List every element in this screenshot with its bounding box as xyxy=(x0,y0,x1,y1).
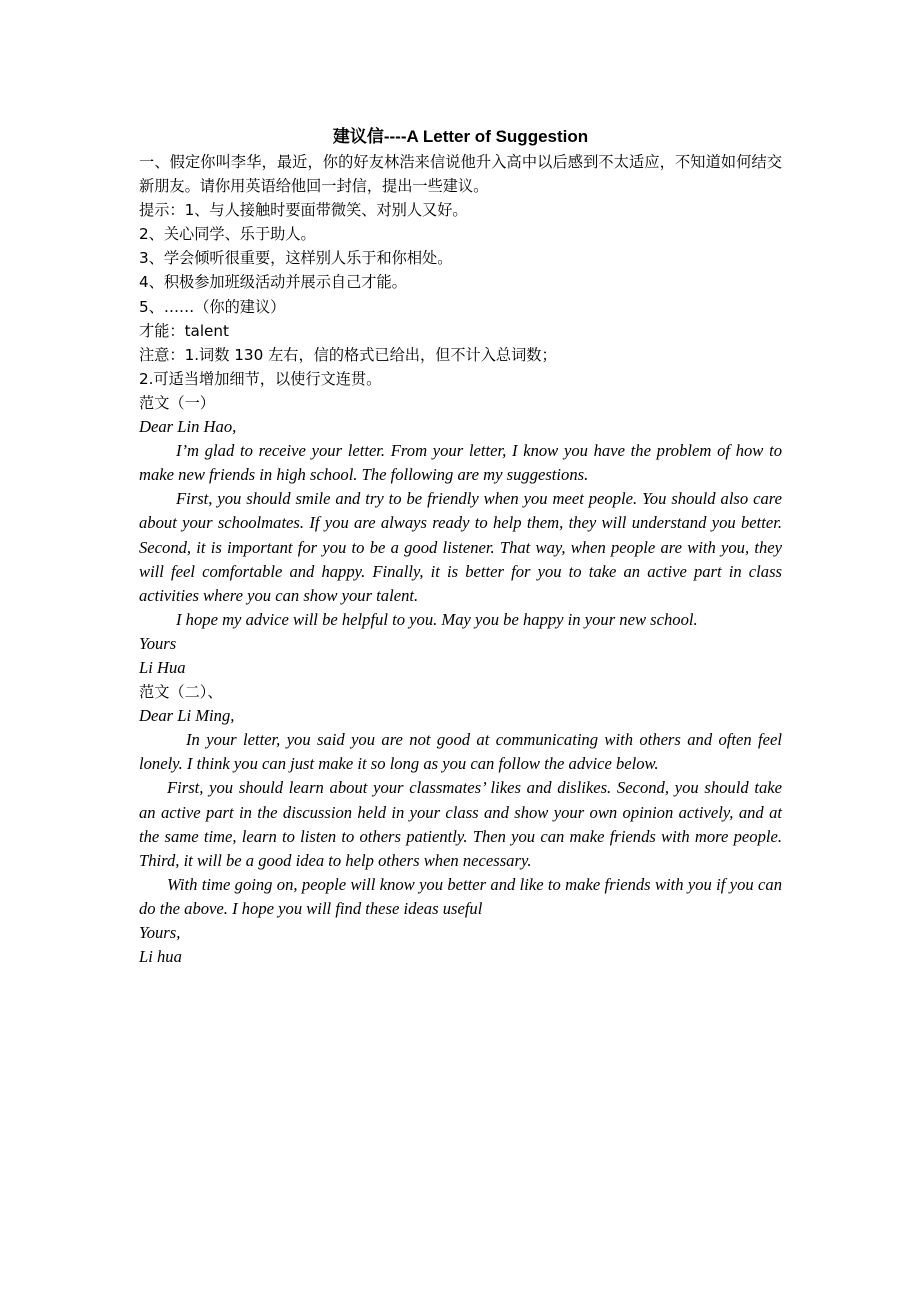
letter-paragraph: First, you should smile and try to be friendly when you meet people. You should also care about your schoolmates. If you are always ready to help them, they will understand you better. Second, it is important for you to be a good listener. That way, when people are with you, they will feel comfortable and happy. Finally, it is better for you to take an active part in class activities where you can show your talent. xyxy=(139,489,782,605)
letter-closing: Yours xyxy=(139,633,177,653)
sample-heading: 范文（一） xyxy=(139,393,215,412)
task-hint-vocabulary: 才能：talent xyxy=(139,321,229,340)
task-prompt: 一、假定你叫李华，最近，你的好友林浩来信说他升入高中以后感到不太适应，不知道如何结交新朋友。请你用英语给他回一封信，提出一些建议。 xyxy=(139,153,782,196)
letter-paragraph: In your letter, you said you are not good at communicating with others and often feel lonely. I think you can just make it so long as you can follow the advice below. xyxy=(139,730,782,774)
task-hint: 4、积极参加班级活动并展示自己才能。 xyxy=(139,273,407,292)
letter-signature: Li hua xyxy=(139,947,182,967)
sample-heading: 范文（二）、 xyxy=(139,683,223,702)
task-hint: 3、学会倾听很重要，这样别人乐于和你相处。 xyxy=(139,249,453,268)
task-hint: 2、关心同学、乐于助人。 xyxy=(139,225,316,244)
task-note: 注意：1.词数 130 左右，信的格式已给出，但不计入总词数； xyxy=(139,345,557,364)
letter-paragraph: I’m glad to receive your letter. From your letter, I know you have the problem of how to make new friends in high school. The following are my suggestions. xyxy=(139,441,782,485)
letter-salutation: Dear Li Ming, xyxy=(139,706,235,726)
letter-salutation: Dear Lin Hao, xyxy=(139,417,237,437)
document-title: 建议信----A Letter of Suggestion xyxy=(332,127,589,146)
letter-closing: Yours, xyxy=(139,923,181,942)
letter-paragraph: First, you should learn about your classmates’ likes and dislikes. Second, you should take an active part in the discussion held in your class and show your own opinion actively, and at the same time, learn to listen to others patiently. Then you can make friends with more people. Third, it will be a good idea to help others when necessary. xyxy=(139,778,782,870)
letter-paragraph: I hope my advice will be helpful to you. May you be happy in your new school. xyxy=(176,609,698,629)
task-note: 2.可适当增加细节，以使行文连贯。 xyxy=(139,369,382,388)
letter-paragraph: With time going on, people will know you better and like to make friends with you if you can do the above. I hope you will find these ideas useful xyxy=(139,874,782,918)
task-hint: 5、……（你的建议） xyxy=(139,297,286,316)
task-hint: 提示：1、与人接触时要面带微笑、对别人又好。 xyxy=(139,201,468,220)
document-page xyxy=(139,124,782,969)
letter-signature: Li Hua xyxy=(139,657,186,677)
